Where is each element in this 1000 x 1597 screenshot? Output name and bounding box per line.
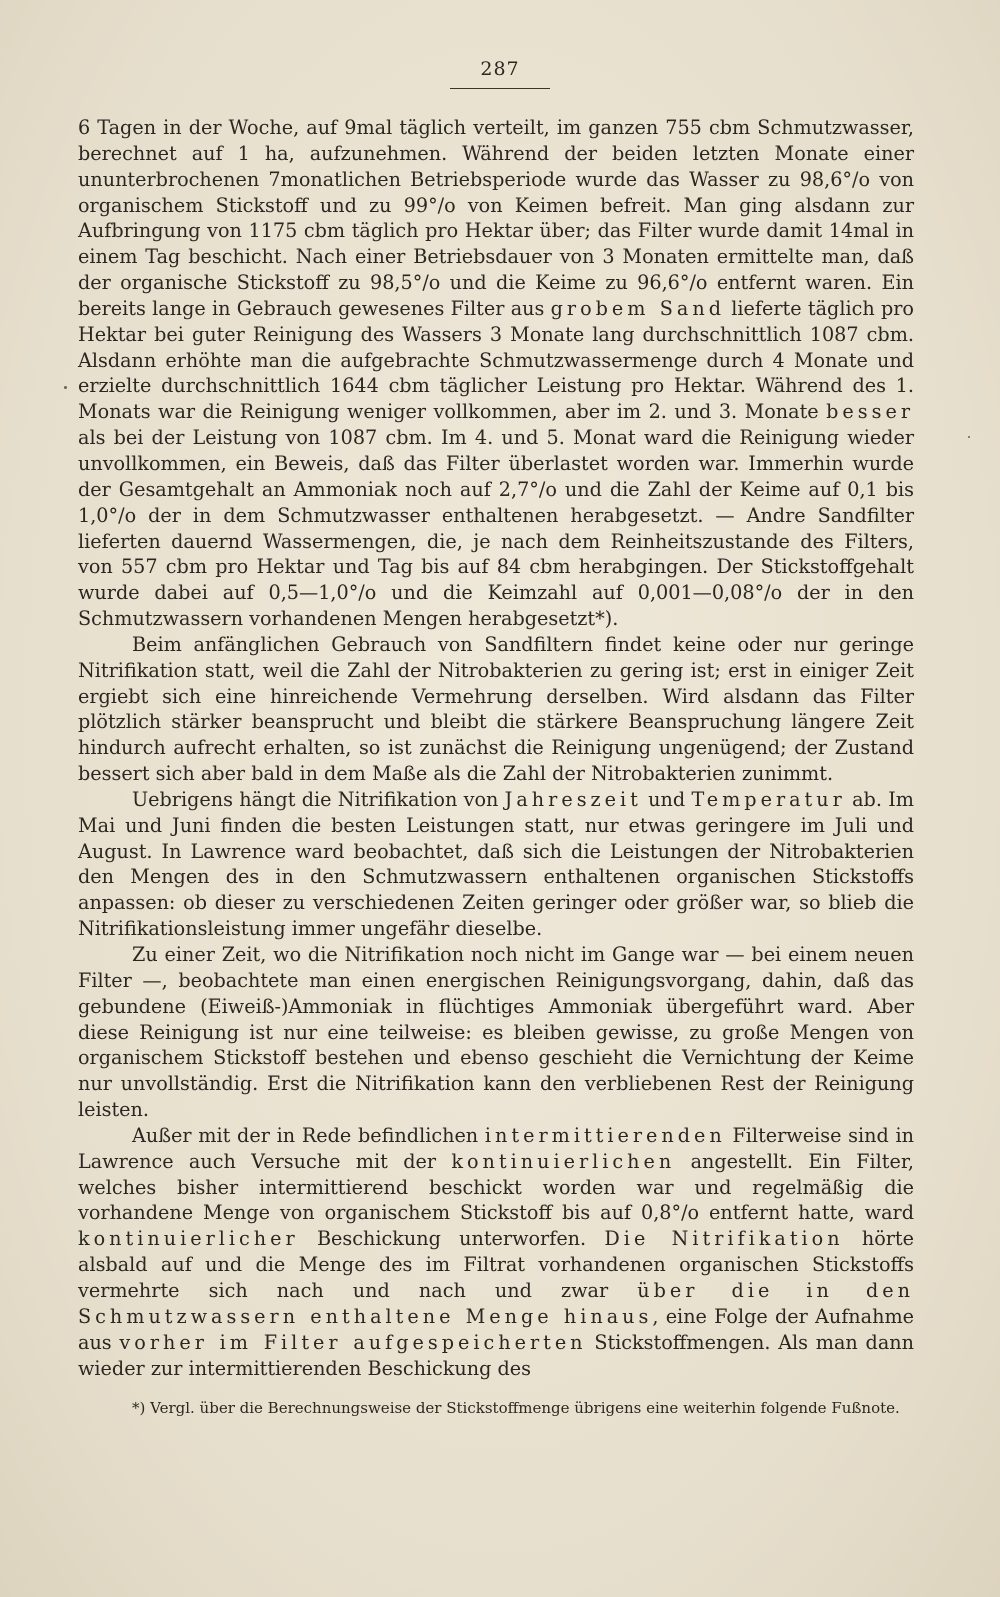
text-run: Stickstoffmengen. Als man dann wieder zur intermittierenden Beschickung des xyxy=(78,1330,914,1380)
text-run: Filterweise sind in Lawrence auch Versuche mit der xyxy=(78,1123,914,1173)
spaced-emphasis: kontinuierlichen xyxy=(451,1149,676,1173)
footnote-text: *) Vergl. über die Berechnungsweise der Stickstoffmenge übrigens eine weiterhin folgende Fußnote. xyxy=(132,1399,900,1417)
text-run: Beschickung unterworfen. xyxy=(298,1227,605,1251)
text-run: Uebrigens hängt die Nitrifikation von xyxy=(132,787,505,811)
text-run: lieferte täglich pro Hektar bei guter Reinigung des Wassers 3 Monate lang durchschnittlich 1087 cbm. Alsdann erhöhte man die aufgebrachte Schmutzwassermenge durch 4 Monate und erzielte durchschnittlich 1644 cbm täglicher Leistung pro Hektar. Während des 1. Monats war die Reinigung weniger vollkommen, aber im 2. und 3. Monate xyxy=(78,296,914,424)
paragraph xyxy=(78,1123,914,1381)
scan-speck xyxy=(64,386,67,389)
spaced-emphasis: Jahreszeit xyxy=(504,787,642,811)
text-run: Zu einer Zeit, wo die Nitrifikation noch nicht im Gange war — bei einem neuen Filter —, beobachtete man einen energischen Reinigungsvorgang, dahin, daß das gebundene (Eiweiß-)Ammoniak in flüchtiges Ammoniak übergeführt ward. Aber diese Reinigung ist nur eine teilweise: es bleiben gewisse, zu große Mengen von organischem Stickstoff bestehen und ebenso geschieht die Vernichtung der Keime nur unvollständig. Erst die Nitrifikation kann den verbliebenen Rest der Reinigung leisten. xyxy=(78,943,914,1122)
spaced-emphasis: grobem Sand xyxy=(550,296,725,320)
paragraph xyxy=(78,632,914,787)
spaced-emphasis: Die Nitrifikation xyxy=(604,1227,844,1251)
text-run: als bei der Leistung von 1087 cbm. Im 4. und 5. Monat ward die Reinigung wieder unvollkommen, ein Beweis, daß das Filter überlastet worden war. Immerhin wurde der Gesamtgehalt an Ammoniak noch auf 2,7°/o und die Zahl der Keime auf 0,1 bis 1,0°/o der in dem Schmutzwasser enthaltenen herabgesetzt. — Andre Sandfilter lieferten dauernd Wassermengen, die, je nach dem Reinheitszustande des Filters, von 557 cbm pro Hektar und Tag bis auf 84 cbm herabgingen. Der Stickstoffgehalt wurde dabei auf 0,5—1,0°/o und die Keimzahl auf 0,001—0,08°/o der in den Schmutzwassern vorhandenen Mengen herabgesetzt*). xyxy=(78,426,914,631)
text-run: Beim anfänglichen Gebrauch von Sandfiltern findet keine oder nur geringe Nitrifikation statt, weil die Zahl der Nitrobakterien zu gering ist; erst in einiger Zeit ergiebt sich eine hinreichende Vermehrung derselben. Wird alsdann das Filter plötzlich stärker beansprucht und bleibt die stärkere Beanspruchung längere Zeit hindurch aufrecht erhalten, so ist zunächst die Reinigung ungenügend; der Zustand bessert sich aber bald in dem Maße als die Zahl der Nitrobakterien zunimmt. xyxy=(78,632,914,786)
spaced-emphasis: kontinuierlicher xyxy=(78,1227,299,1251)
text-run: ab. Im Mai und Juni finden die besten Leistungen statt, nur etwas geringere im Juli und August. In Lawrence ward beobachtet, daß sich die Leistungen der Nitrobakterien den Mengen des in den Schmutzwassern enthaltenen organischen Stickstoffs anpassen: ob dieser zu verschiedenen Zeiten geringer oder größer war, so blieb die Nitrifikationsleistung immer ungefähr dieselbe. xyxy=(78,787,914,941)
body-text xyxy=(78,115,914,1381)
text-run: 6 Tagen in der Woche, auf 9mal täglich verteilt, im ganzen 755 cbm Schmutzwasser, berechnet auf 1 ha, aufzunehmen. Während der beiden letzten Monate einer ununterbrochenen 7monatlichen Betriebsperiode wurde das Wasser zu 98,6°/o von organischem Stickstoff und zu 99°/o von Keimen befreit. Man ging alsdann zur Aufbringung von 1175 cbm täglich pro Hektar über; das Filter wurde damit 14mal in einem Tag beschicht. Nach einer Betriebsdauer von 3 Monaten ermittelte man, daß der organische Stickstoff zu 98,5°/o und die Keime zu 96,6°/o entfernt waren. Ein bereits lange in Gebrauch gewesenes Filter aus xyxy=(78,116,914,320)
text-run: und xyxy=(641,787,692,811)
paragraph xyxy=(78,942,914,1123)
paragraph xyxy=(78,787,914,942)
spaced-emphasis: besser xyxy=(826,400,914,424)
text-run: angestellt. Ein Filter, welches bisher intermittierend beschickt worden war und regelmäßig die vorhandene Menge von organischem Stickstoff bis auf 0,8°/o entfernt hatte, ward xyxy=(78,1149,914,1225)
paragraph xyxy=(78,115,914,632)
page-number: 287 xyxy=(480,58,520,80)
scan-speck xyxy=(968,436,970,438)
footnote xyxy=(78,1396,914,1420)
text-run: , eine Folge der Aufnahme aus xyxy=(78,1304,914,1354)
spaced-emphasis: intermittierenden xyxy=(484,1123,726,1147)
spaced-emphasis: Temperatur xyxy=(691,787,846,811)
text-run: Außer mit der in Rede befindlichen xyxy=(132,1123,485,1147)
spaced-emphasis: vorher im Filter aufgespeicherten xyxy=(119,1330,587,1354)
text-run: hörte alsbald auf und die Menge des im Filtrat vorhandenen organischen Stickstoffs vermehrte sich nach und nach und zwar xyxy=(78,1227,914,1302)
spaced-emphasis: über die in den Schmutzwassern enthaltene Menge hinaus xyxy=(78,1278,915,1328)
page-number-rule xyxy=(450,88,550,89)
